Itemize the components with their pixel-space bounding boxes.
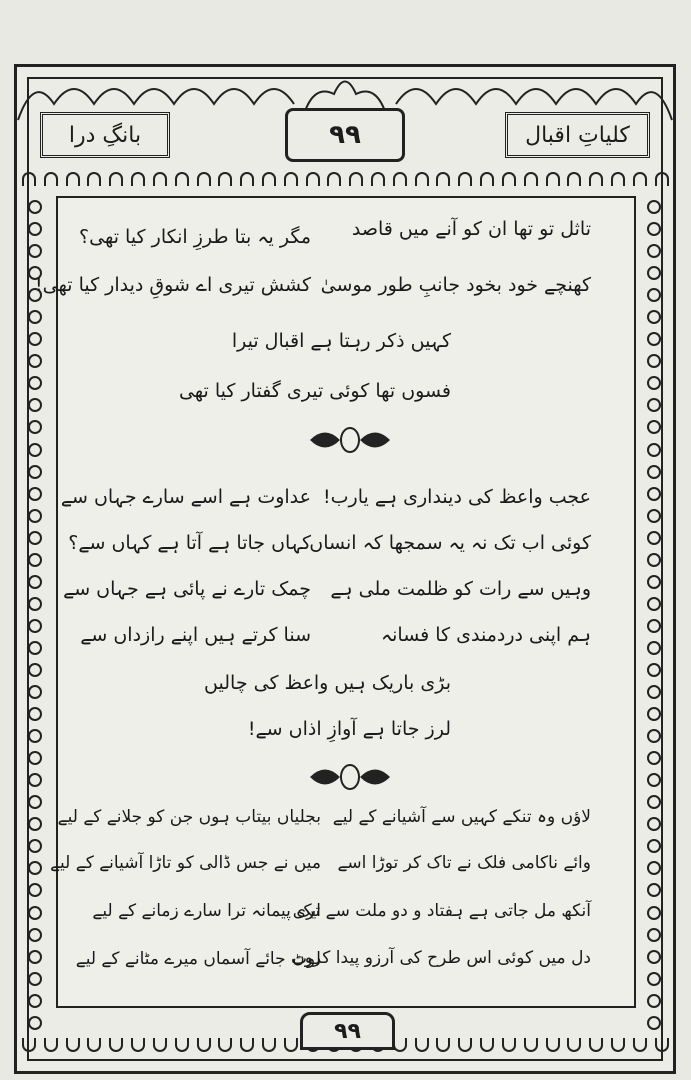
text-panel [56,196,636,1008]
poem2-line1-left: عداوت ہے اسے سارے جہاں سے [60,486,311,508]
poem3-line1-right: لاؤں وہ تنکے کہیں سے آشیانے کے لیے [332,807,591,827]
poem3-line1-left: بجلیاں بیتاب ہوں جن کو جلانے کے لیے [57,807,321,827]
poem3-line4-left: لوٹ جائے آسماں میرے مٹانے کے لیے [75,949,321,969]
poem2-line2-right: کوئی اب تک نہ یہ سمجھا کہ انساں [309,532,591,554]
poem2-center1: بڑی باریک ہیں واعظ کی چالیں [204,672,451,694]
poem2-line3-left: چمک تارے نے پائی ہے جہاں سے [63,578,311,600]
poem1-line1-left: مگر یہ بتا طرزِ انکار کیا تھی؟ [79,226,311,248]
poem2-line3-right: وہیں سے رات کو ظلمت ملی ہے [330,578,591,600]
frame-scallops-top [22,172,669,188]
poem1-center2: فسوں تھا کوئی تیری گفتار کیا تھی [178,380,451,402]
poem2-line2-left: کہاں جاتا ہے آتا ہے کہاں سے؟ [68,532,311,554]
frame-scallops-left [28,200,44,1030]
poem1-line1-right: تاثل تو تھا ان کو آنے میں قاصد [351,218,591,240]
poem1-line2-left: کشش تیری اے شوقِ دیدار کیا تھی! [35,274,311,296]
divider-ornament-2 [305,762,395,792]
poem1-line2-right: کھنچے خود بخود جانبِ طور موسیٰ [320,274,591,296]
poem3-line2-left: میں نے جس ڈالی کو تاڑا آشیانے کے لیے [50,853,321,873]
page-number-top: ۹۹ [285,108,405,162]
poem2-line4-right: ہم اپنی دردمندی کا فسانہ [380,624,591,646]
poem2-center2: لرز جاتا ہے آوازِ اذاں سے! [247,718,451,740]
frame-scallops-right [647,200,663,1030]
book-title-right: کلیاتِ اقبال [505,112,650,158]
divider-ornament-1 [305,425,395,455]
poem2-line1-right: عجب واعظ کی دینداری ہے یارب! [323,486,591,508]
poem3-line3-right: آنکھ مل جاتی ہے ہفتاد و دو ملت سے تری [292,901,591,921]
poem1-center1: کہیں ذکر رہتا ہے اقبال تیرا [231,330,451,352]
poem3-line4-right: دل میں کوئی اس طرح کی آرزو پیدا کروں [292,948,591,968]
section-title-left: بانگِ درا [40,112,170,158]
poem3-line3-left: ایک پیمانہ ترا سارے زمانے کے لیے [92,901,321,921]
page-number-bottom: ۹۹ [300,1012,395,1050]
poem2-line4-left: سنا کرتے ہیں اپنے رازداں سے [80,624,311,646]
poem3-line2-right: وائے ناکامی فلک نے تاک کر توڑا اسے [337,853,591,873]
